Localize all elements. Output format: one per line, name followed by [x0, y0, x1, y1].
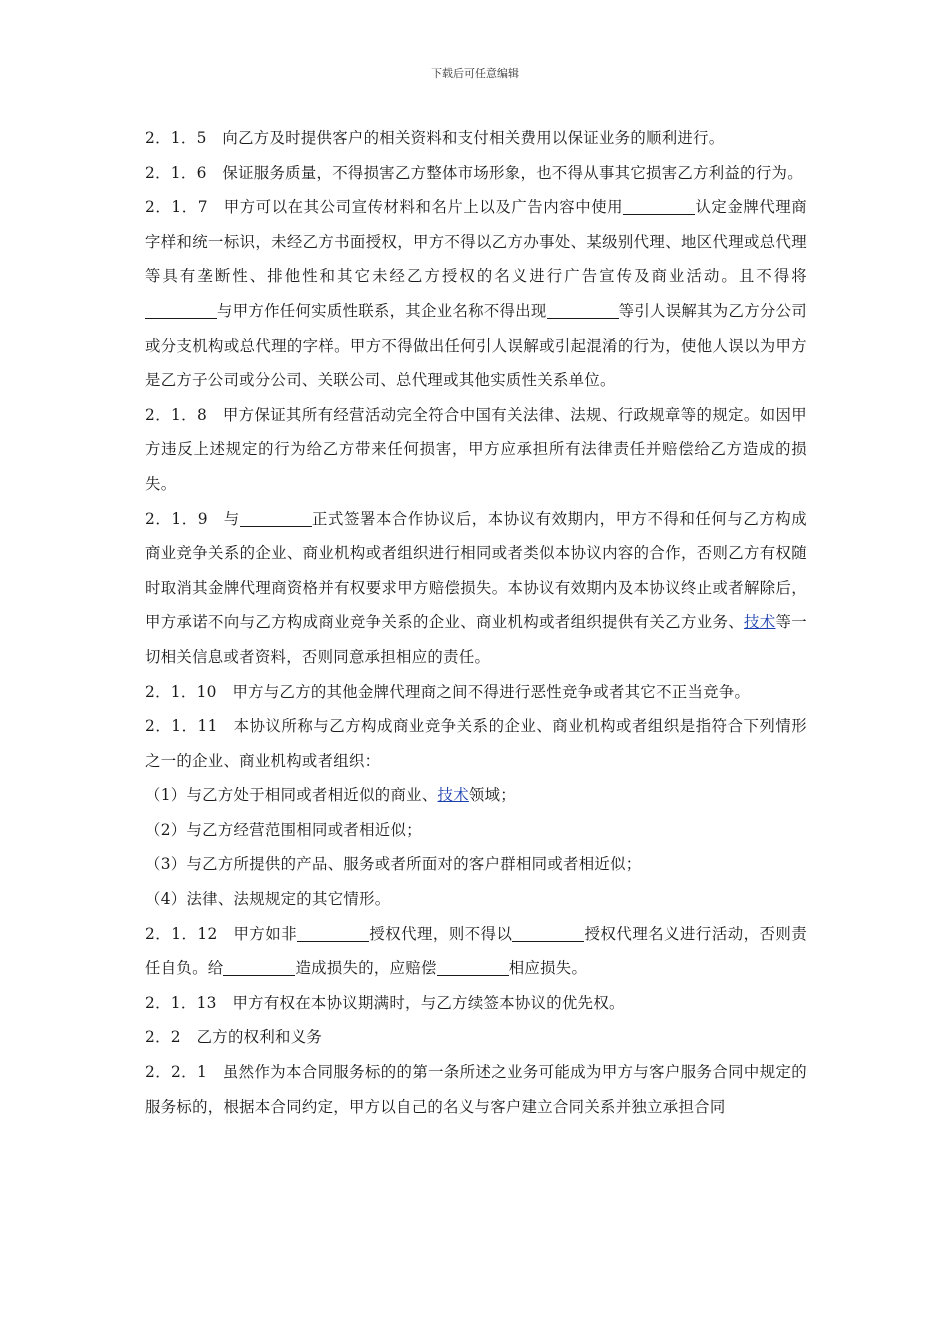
list-item-4: （4）法律、法规规定的其它情形。: [145, 890, 391, 909]
clause-2-1-13: 2．1．13 甲方有权在本协议期满时，与乙方续签本协议的优先权。: [145, 993, 625, 1012]
section-2-2-heading: 2．2 乙方的权利和义务: [145, 1028, 323, 1047]
fill-blank: [297, 923, 369, 942]
fill-blank: [240, 508, 312, 527]
clause-2-2-1: 2．2．1 虽然作为本合同服务标的的第一条所述之业务可能成为甲方与客户服务合同中规定的服务标的，根据本合同约定，甲方以自己的名义与客户建立合同关系并独立承担合同: [145, 1063, 807, 1116]
page-header: 下载后可任意编辑: [431, 67, 519, 80]
fill-blank: [623, 196, 695, 215]
clause-2-1-6: 2．1．6 保证服务质量，不得损害乙方整体市场形象，也不得从事其它损害乙方利益的行为。: [145, 163, 803, 182]
clause-2-1-5: 2．1．5 向乙方及时提供客户的相关资料和支付相关费用以保证业务的顺利进行。: [145, 129, 725, 147]
technology-link[interactable]: 技术: [744, 613, 776, 632]
fill-blank: [512, 923, 584, 942]
list-item-3: （3）与乙方所提供的产品、服务或者所面对的客户群相同或者相近似；: [145, 855, 642, 874]
document-body: [145, 121, 807, 1124]
clause-2-1-10: 2．1．10 甲方与乙方的其他金牌代理商之间不得进行恶性竞争或者其它不正当竞争。: [145, 682, 751, 701]
clause-2-1-12: 2．1．12 甲方如非 授权代理，则不得以 授权代理名义进行活动，否则责任自负。给 造成损失的，应赔偿 相应损失。: [145, 924, 808, 978]
clause-2-1-7: 2．1．7 甲方可以在其公司宣传材料和名片上以及广告内容中使用 认定金牌代理商字样和统一标识，未经乙方书面授权，甲方不得以乙方办事处、某级别代理、地区代理或总代理等具有垄断性、排他性和其它未经乙方授权的名义进行广告宣传及商业活动。且不得将与甲方作任何实质性联系，其企业名称不得出现 等引人误解其为乙方分公司或分支机构或总代理的字样。甲方不得做出任何引人误解或引起混淆的行为，使他人误以为甲方是乙方子公司或分公司、关联公司、总代理或其他实质性关系单位。: [145, 198, 807, 390]
list-item-2: （2）与乙方经营范围相同或者相近似；: [145, 820, 422, 839]
clause-2-1-11: 2．1．11 本协议所称与乙方构成商业竞争关系的企业、商业机构或者组织是指符合下列情形之一的企业、商业机构或者组织：: [145, 717, 807, 770]
clause-2-1-8: 2．1．8 甲方保证其所有经营活动完全符合中国有关法律、法规、行政规章等的规定。如因甲方违反上述规定的行为给乙方带来任何损害，甲方应承担所有法律责任并赔偿给乙方造成的损失。: [145, 405, 807, 493]
fill-blank: [547, 300, 619, 319]
list-item-1: （1）与乙方处于相同或者相近似的商业、技术领域；: [145, 786, 516, 805]
fill-blank: [437, 957, 509, 976]
fill-blank: [145, 300, 217, 319]
technology-link[interactable]: 技术: [437, 786, 469, 805]
clause-2-1-9: 2．1．9 与 正式签署本合作协议后，本协议有效期内，甲方不得和任何与乙方构成商业竞争关系的企业、商业机构或者组织进行相同或者类似本协议内容的合作，否则乙方有权随时取消其金牌代理商资格并有权要求甲方赔偿损失。本协议有效期内及本协议终止或者解除后，甲方承诺不向与乙方构成商业竞争关系的企业、商业机构或者组织提供有关乙方业务、技术等一切相关信息或者资料，否则同意承担相应的责任。: [145, 509, 807, 666]
fill-blank: [223, 957, 295, 976]
